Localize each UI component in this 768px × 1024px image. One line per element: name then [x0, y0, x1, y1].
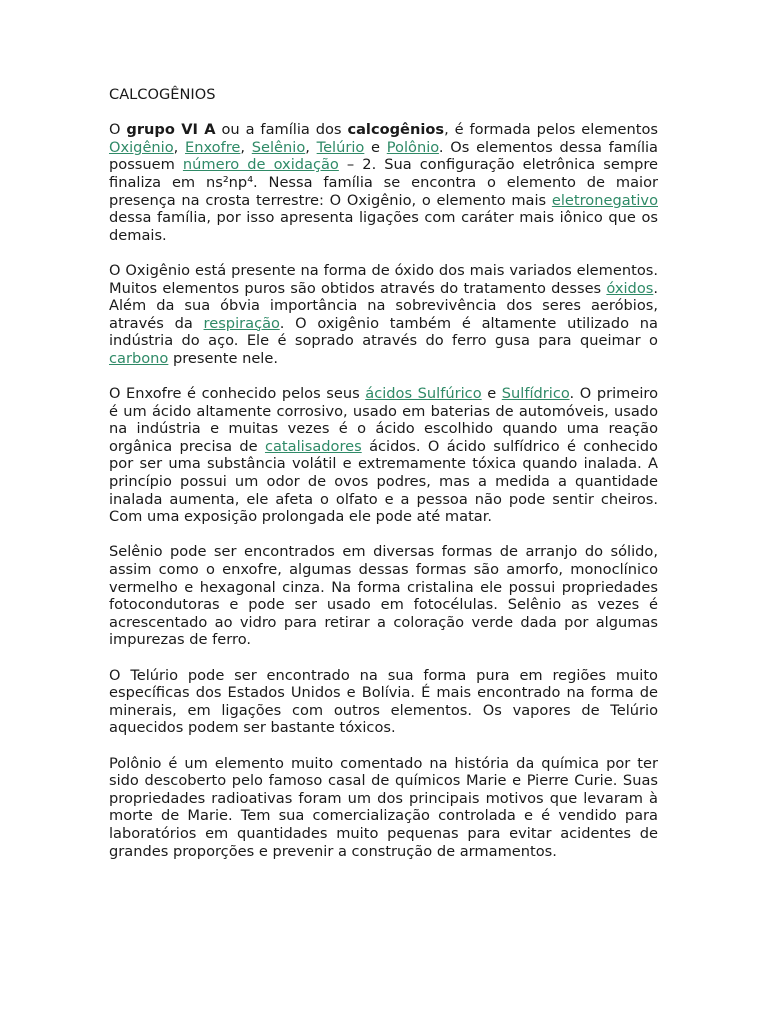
link--xidos[interactable]: óxidos	[606, 279, 654, 297]
paragraph-enxofre	[109, 385, 658, 526]
text-run: Selênio pode ser encontrados em diversas formas de arranjo do sólido, assim como o enxofre, algumas dessas formas são amorfo, monoclínico vermelho e hexagonal cinza. Na forma cristalina ele possui propriedades fotocondutoras e pode ser usado em fotocélulas. Selênio as vezes é acrescentado ao vidro para retirar a coloração verde dada por algumas impurezas de ferro.	[109, 543, 658, 649]
link-respira-o[interactable]: respiração	[203, 314, 280, 332]
text-run: ,	[305, 138, 317, 156]
text-run: O Enxofre é conhecido pelos seus	[109, 385, 366, 403]
bold-term: calcogênios	[347, 121, 445, 139]
link-sulf-drico[interactable]: Sulfídrico	[501, 385, 570, 403]
document-page	[109, 86, 658, 878]
text-run: ,	[173, 138, 186, 156]
document-body	[109, 121, 658, 860]
text-run: , é formada pelos elementos	[444, 121, 659, 139]
text-run: . O primeiro é um ácido altamente corrosivo, usado em baterias de automóveis, usado na indústria e muitas vezes é o ácido escolhido quando uma reação orgânica precisa de	[109, 385, 658, 455]
text-run: . O oxigênio também é altamente utilizado na indústria do aço. Ele é soprado através do ferro gusa para queimar o	[109, 314, 659, 350]
paragraph-telurio	[109, 667, 658, 737]
link-sel-nio[interactable]: Selênio	[251, 138, 306, 156]
text-run: e	[481, 385, 502, 403]
text-run: presente nele.	[168, 349, 278, 367]
text-run: dessa família, por isso apresenta ligações com caráter mais iônico que os demais.	[109, 209, 658, 244]
paragraph-intro	[109, 121, 658, 244]
link-pol-nio[interactable]: Polônio	[386, 138, 439, 156]
text-run: O Telúrio pode ser encontrado na sua forma pura em regiões muito específicas dos Estados Unidos e Bolívia. É mais encontrado na forma de minerais, em ligações com outros elementos. Os vapores de Telúrio aquecidos podem ser bastante tóxicos.	[109, 666, 658, 737]
document-title: CALCOGÊNIOS	[109, 86, 216, 103]
link-eletronegativo[interactable]: eletronegativo	[551, 191, 658, 209]
link-catalisadores[interactable]: catalisadores	[264, 437, 362, 455]
link--cidos-sulf-rico[interactable]: ácidos Sulfúrico	[365, 385, 482, 403]
text-run: ácidos. O ácido sulfídrico é conhecido por ser uma substância volátil e extremamente tóxica quando inalada. A princípio possui um odor de ovos podres, mas a medida a quantidade inalada aumenta, ele afeta o olfato e a pessoa não pode sentir cheiros. Com uma exposição prolongada ele pode até matar.	[109, 437, 658, 526]
paragraph-selenio	[109, 543, 658, 649]
text-run: O	[109, 121, 127, 139]
text-run: – 2. Sua configuração eletrônica sempre finaliza em ns²np⁴. Nessa família se encontra o elemento de maior presença na crosta terrestre: O Oxigênio, o elemento mais	[109, 156, 658, 209]
paragraph-polonio	[109, 755, 658, 861]
text-run: e	[364, 138, 387, 156]
link-tel-rio[interactable]: Telúrio	[316, 138, 365, 156]
link-oxig-nio[interactable]: Oxigênio	[109, 138, 174, 156]
text-run: . Além da sua óbvia importância na sobrevivência dos seres aeróbios, através da	[109, 279, 658, 332]
bold-term: grupo VI A	[126, 121, 216, 139]
paragraph-oxigenio	[109, 262, 658, 368]
link-n-mero-de-oxida-o[interactable]: número de oxidação	[182, 156, 339, 174]
text-run: Polônio é um elemento muito comentado na história da química por ter sido descoberto pelo famoso casal de químicos Marie e Pierre Curie. Suas propriedades radioativas foram um dos principais motivos que levaram à morte de Marie. Tem sua comercialização controlada e é vendido para laboratórios em quantidades muito pequenas para evitar acidentes de grandes proporções e prevenir a construção de armamentos.	[109, 754, 658, 860]
link-carbono[interactable]: carbono	[109, 349, 169, 367]
text-run: . Os elementos dessa família possuem	[109, 138, 659, 174]
text-run: O Oxigênio está presente na forma de óxido dos mais variados elementos. Muitos elementos puros são obtidos através do tratamento desses	[109, 261, 658, 297]
text-run: ou a família dos	[215, 121, 348, 139]
link-enxofre[interactable]: Enxofre	[185, 138, 241, 156]
text-run: ,	[240, 138, 252, 156]
